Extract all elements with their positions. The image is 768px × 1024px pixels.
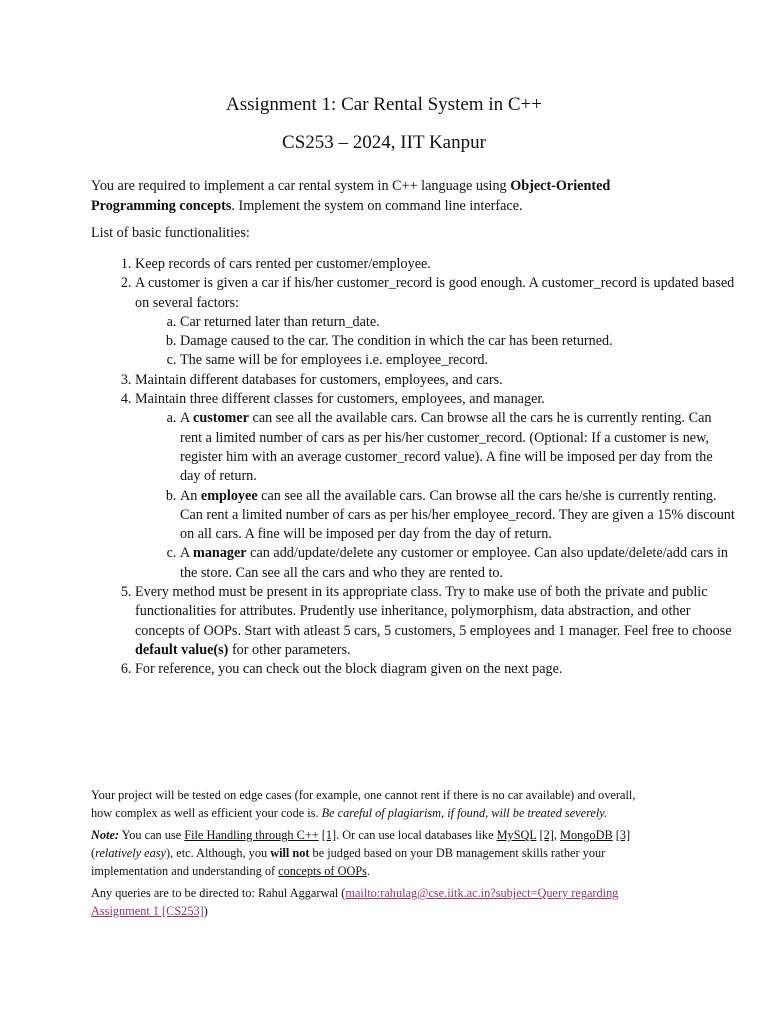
- employee-pre: An: [180, 487, 201, 504]
- db-text-f: be judged based on your DB management skills rather your implementation and understanding of: [91, 846, 606, 878]
- db-text-b: . Or can use local databases like: [336, 828, 497, 842]
- plagiarism-warning: Be careful of plagiarism, if found, will be treated severely.: [321, 806, 608, 820]
- list-heading: List of basic functionalities:: [91, 225, 250, 241]
- ref-2-link[interactable]: [2]: [539, 828, 554, 842]
- sub-list-item: [180, 409, 735, 486]
- customer-pre: A: [180, 410, 194, 427]
- manager-pre: A: [180, 545, 194, 562]
- relatively-easy: relatively easy: [95, 846, 167, 860]
- db-text-c: ,: [553, 828, 561, 842]
- intro-bold: Object-Oriented Programming concepts: [91, 178, 611, 214]
- email-link[interactable]: mailto:rahulag@cse.iitk.ac.in?subject=Query regarding Assignment 1 [CS253]: [91, 886, 619, 918]
- mongodb-link[interactable]: MongoDB: [560, 828, 613, 842]
- item-3-text: Maintain different databases for customers, employees, and cars.: [135, 371, 503, 388]
- testing-text: Your project will be tested on edge cases (for example, one cannot rent if there is no car available) and overall, how complex as well as efficient your code is.: [91, 788, 636, 820]
- contact-close: ): [203, 904, 208, 918]
- db-text-a: You can use: [119, 828, 185, 842]
- sub-list: [135, 409, 735, 583]
- item-5-bold: default value(s): [135, 641, 229, 658]
- employee-post: can see all the available cars. Can browse all the cars he/she is currently renting. Can rent a limited number of cars as per his/her employee_record. They are given a 15% discount on all cars. A fine will be imposed per day from the day of return.: [180, 487, 735, 543]
- customer-bold: customer: [193, 410, 249, 427]
- testing-note: [91, 786, 651, 822]
- document-title: Assignment 1: Car Rental System in C++: [226, 94, 542, 115]
- contact-text: Any queries are to be directed to: Rahul Aggarwal (: [91, 886, 346, 900]
- item-5-pre: Every method must be present in its appropriate class. Try to make use of both the private and public functionalities for attributes. Prudently use inheritance, polymorphism, data abstraction, and other concepts of OOPs. Start with atleast 5 cars, 5 customers, 5 employees and 1 manager. Feel free to choose: [135, 584, 732, 639]
- db-note: [91, 826, 651, 880]
- customer-post: can see all the available cars. Can browse all the cars he is currently renting. Can rent a limited number of cars as per his/her customer_record. (Optional: If a customer is new, register him with an average customer_record value). A fine will be imposed per day from the day of return.: [180, 410, 713, 485]
- item-2-text: A customer is given a car if his/her customer_record is good enough. A customer_record is updated based on several factors:: [135, 275, 735, 311]
- item-5-post: for other parameters.: [228, 641, 351, 658]
- intro-text-1: You are required to implement a car rental system in C++ language using: [91, 178, 511, 194]
- item-4-text: Maintain three different classes for customers, employees, and manager.: [135, 391, 545, 408]
- mysql-link[interactable]: MySQL: [496, 828, 537, 842]
- db-text-e: ), etc. Although, you: [166, 846, 271, 860]
- list-item: [135, 371, 735, 390]
- file-handling-link[interactable]: File Handling through C++: [184, 828, 319, 842]
- intro-text-2: . Implement the system on command line interface.: [231, 197, 523, 214]
- intro-paragraph: [91, 177, 691, 216]
- contact-note: [91, 884, 651, 920]
- list-item: [135, 390, 735, 583]
- list-item: [135, 660, 735, 679]
- ref-1-link[interactable]: [1]: [321, 828, 337, 842]
- sub-list-item: b. Damage caused to the car. The condition in which the car has been returned.: [180, 332, 735, 351]
- item-6-text: For reference, you can check out the block diagram given on the next page.: [135, 661, 563, 678]
- sub-list-item: c. The same will be for employees i.e. employee_record.: [180, 351, 735, 370]
- functionalities-list: [91, 255, 735, 680]
- document-subtitle: CS253 – 2024, IIT Kanpur: [282, 132, 486, 153]
- manager-post: can add/update/delete any customer or employee. Can also update/delete/add cars in the store. Can see all the cars and who they are rented to.: [180, 545, 729, 581]
- db-text-d: (: [91, 846, 96, 860]
- manager-bold: manager: [193, 545, 247, 562]
- db-text-g: .: [366, 864, 371, 878]
- sub-list-item: [180, 487, 735, 545]
- list-item: [135, 274, 735, 370]
- sub-list-item: a. Car returned later than return_date.: [180, 313, 735, 332]
- item-1-text: Keep records of cars rented per customer/employee.: [135, 256, 431, 272]
- list-item: [135, 255, 735, 274]
- list-item: [135, 583, 735, 660]
- will-not-bold: will not: [270, 846, 310, 860]
- note-label: Note:: [91, 828, 119, 842]
- employee-bold: employee: [200, 487, 258, 504]
- oops-concepts-link[interactable]: concepts of OOPs: [278, 864, 367, 878]
- sub-list-item: [180, 544, 735, 583]
- ref-3-link[interactable]: [3]: [615, 828, 631, 842]
- sub-list: [135, 313, 735, 371]
